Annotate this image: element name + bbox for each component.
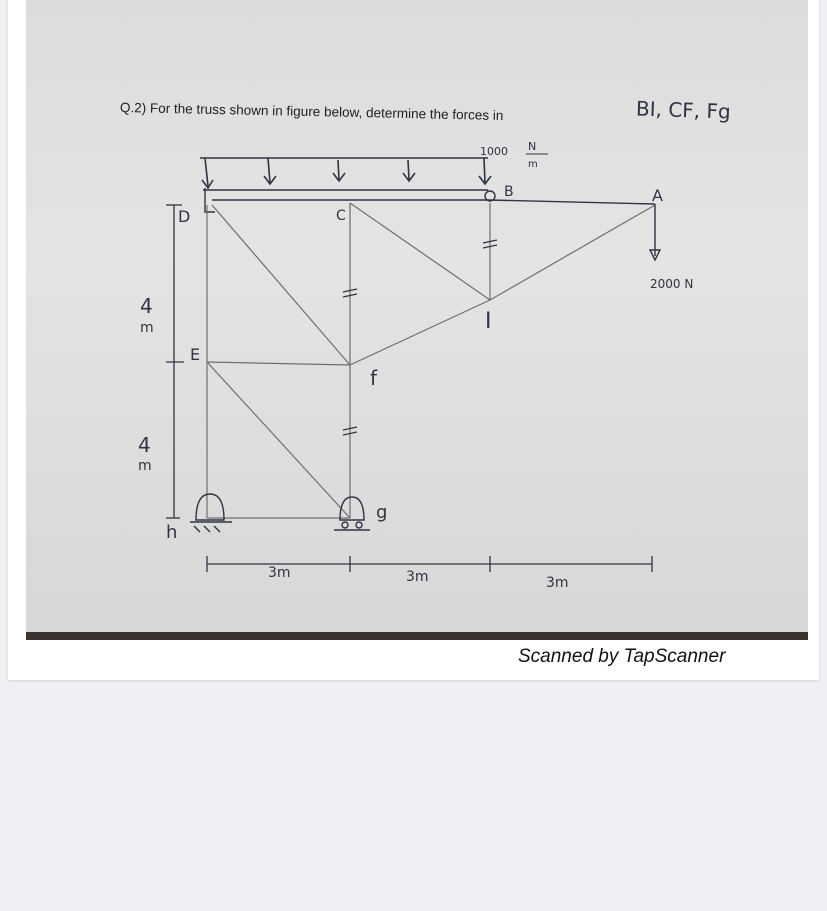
pin-support-h <box>196 494 224 520</box>
load-arrow <box>408 160 409 180</box>
dim-vertical-1-value: 4 <box>140 294 153 318</box>
node-label-h: h <box>166 522 178 543</box>
load-unit-bottom: m <box>528 159 538 170</box>
member-i-a <box>490 205 655 300</box>
equal-marks <box>343 240 497 435</box>
dim-horizontal-2: 3m <box>406 569 429 585</box>
member-i-f <box>350 300 490 365</box>
node-label-i: I <box>485 309 492 334</box>
dim-vertical-2-unit: m <box>138 458 152 474</box>
member-e-f <box>207 362 350 365</box>
node-label-a: A <box>652 186 663 205</box>
supports <box>190 494 370 532</box>
hatch <box>214 526 220 532</box>
question-text: Q.2) For the truss shown in figure below, determine the forces in <box>119 100 504 124</box>
dim-vertical-2-value: 4 <box>138 433 151 457</box>
node-label-b: B <box>504 184 514 200</box>
top-chord-b-a <box>488 200 655 204</box>
point-load-a <box>650 204 660 260</box>
hatch <box>204 526 210 532</box>
member-c-i <box>350 203 490 300</box>
hatch <box>194 526 200 532</box>
top-chord <box>203 188 655 212</box>
truss-members <box>207 203 655 518</box>
member-d-f <box>212 205 350 365</box>
load-magnitude: 1000 <box>480 145 508 158</box>
node-label-g: g <box>376 502 388 523</box>
load-unit-top: N <box>528 140 537 153</box>
roller-support-g <box>340 497 364 520</box>
roller <box>342 522 348 528</box>
question-handwritten-members: BI, CF, Fg <box>635 96 732 124</box>
node-label-f: f <box>370 366 378 390</box>
member-e-g <box>207 362 350 518</box>
dim-vertical-1-unit: m <box>140 320 154 336</box>
point-load-label: 2000 N <box>650 277 694 291</box>
load-arrow <box>484 158 485 183</box>
node-label-c: C <box>336 208 346 224</box>
node-label-e: E <box>190 345 201 364</box>
roller <box>356 522 362 528</box>
load-arrow <box>205 158 208 186</box>
load-arrow <box>268 158 270 183</box>
vertical-dimension <box>166 205 184 518</box>
distributed-load <box>200 158 491 188</box>
dim-horizontal-3: 3m <box>546 575 569 591</box>
dim-horizontal-1: 3m <box>268 565 291 581</box>
node-label-d: D <box>178 207 191 226</box>
scanner-watermark: Scanned by TapScanner <box>518 646 726 667</box>
load-arrow <box>338 160 339 180</box>
